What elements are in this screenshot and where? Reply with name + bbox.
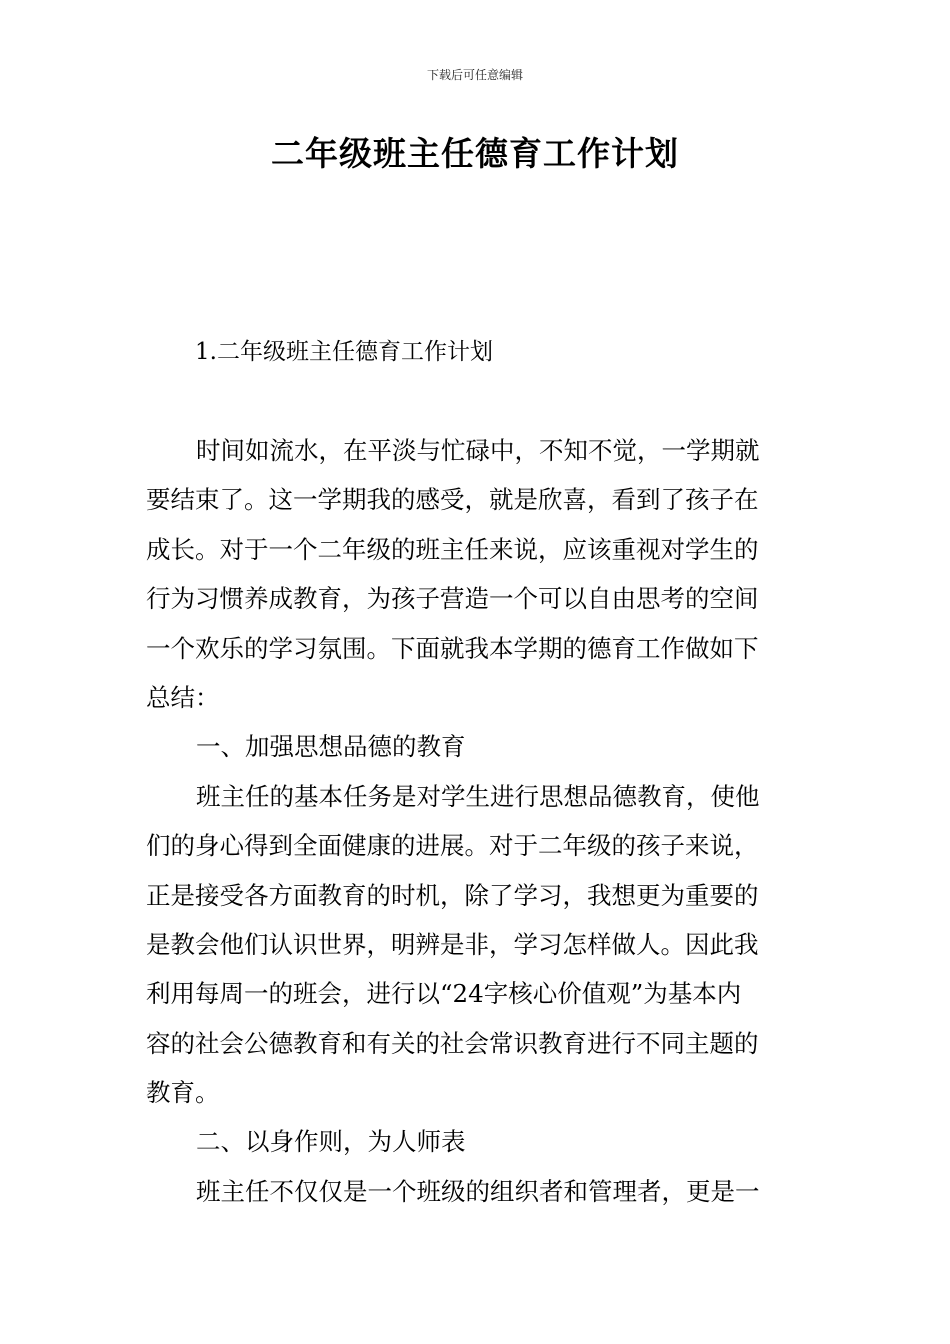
text-line: 要结束了。这一学期我的感受，就是欣喜，看到了孩子在	[146, 485, 759, 515]
text-line: 们的身心得到全面健康的进展。对于二年级的孩子来说，	[146, 831, 759, 861]
text-line: 教育。	[146, 1078, 220, 1108]
document-title: 二年级班主任德育工作计划	[271, 134, 679, 173]
header-note: 下载后可任意编辑	[426, 68, 523, 82]
text-line: 总结：	[146, 682, 220, 712]
body-text	[146, 426, 806, 1216]
text-line: 二、以身作则，为人师表	[196, 1127, 466, 1157]
text-line: 时间如流水，在平淡与忙碌中，不知不觉，一学期就	[196, 436, 760, 465]
text-line: 正是接受各方面教育的时机，除了学习，我想更为重要的	[146, 880, 759, 910]
text-line: 成长。对于一个二年级的班主任来说，应该重视对学生的	[146, 534, 759, 564]
text-line: 班主任不仅仅是一个班级的组织者和管理者，更是一	[196, 1176, 760, 1206]
text-line: 行为习惯养成教育，为孩子营造一个可以自由思考的空间	[146, 584, 759, 614]
text-line: 是教会他们认识世界，明辨是非，学习怎样做人。因此我	[146, 929, 759, 959]
text-line: 一、加强思想品德的教育	[196, 732, 466, 762]
text-line: 一个欢乐的学习氛围。下面就我本学期的德育工作做如下	[146, 633, 759, 663]
section-subtitle: 1.二年级班主任德育工作计划	[195, 339, 493, 365]
text-line: 容的社会公德教育和有关的社会常识教育进行不同主题的	[146, 1028, 759, 1058]
text-line: 利用每周一的班会，进行以“24字核心价值观”为基本内	[146, 979, 742, 1009]
text-line: 班主任的基本任务是对学生进行思想品德教育，使他	[196, 781, 760, 811]
